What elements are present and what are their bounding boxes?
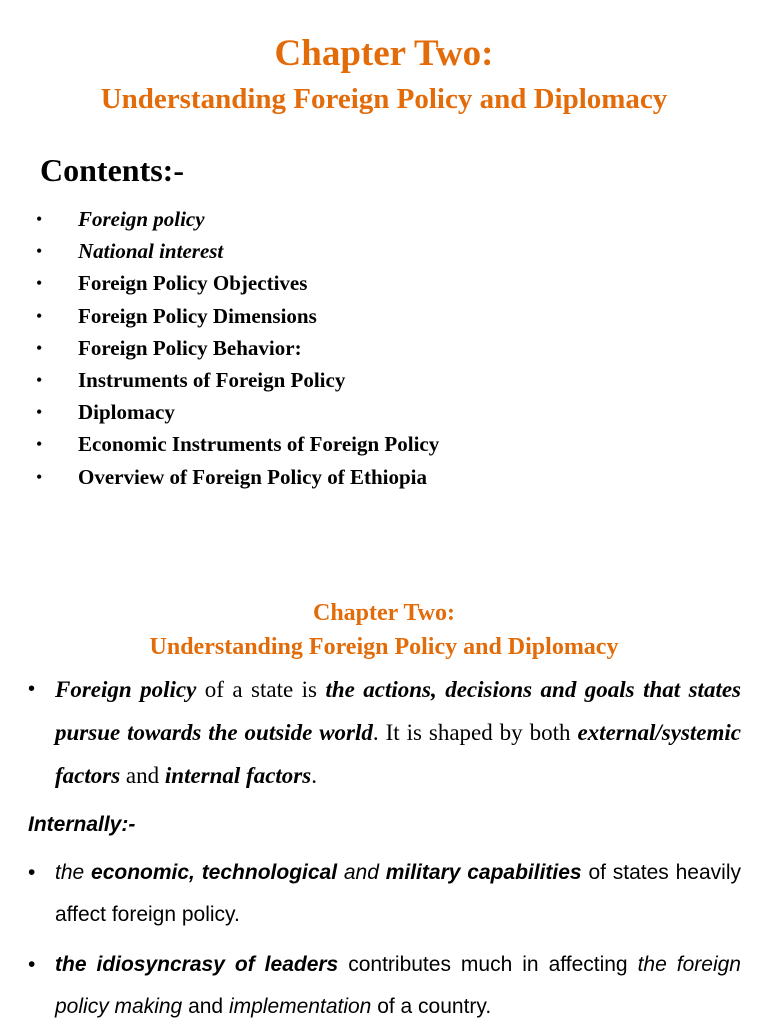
text-run: of a country. (371, 995, 492, 1018)
text-run: the actions, decisions and goals that states pursue towards the outside world (55, 677, 741, 745)
bullet-glyph: • (36, 337, 43, 358)
bullet-glyph: • (28, 953, 36, 976)
bullet-capabilities (28, 852, 741, 936)
slide-title-line1: Chapter Two: (312, 600, 455, 626)
text-run: of a state is (196, 677, 326, 702)
slide-title: Chapter Two: (274, 33, 494, 74)
bullet-glyph: • (28, 678, 36, 700)
contents-item-label: Foreign Policy Dimensions (78, 303, 317, 328)
contents-item-label: Foreign Policy Behavior: (78, 335, 302, 360)
text-run: and (337, 861, 386, 884)
contents-heading: Contents:- (40, 152, 184, 188)
text-run: . It is shaped by both (372, 720, 578, 745)
contents-item-label: Foreign policy (78, 207, 205, 231)
contents-item-label: National interest (78, 239, 224, 264)
text-run: and (182, 995, 229, 1018)
text-run: the foreign policy making (55, 953, 741, 1018)
bullet-text (55, 852, 741, 936)
contents-item-label: Foreign Policy Objectives (78, 271, 308, 296)
text-run: external/systemic factors (55, 720, 741, 788)
slide-title (0, 596, 768, 664)
bullet-definition (28, 668, 741, 797)
bullet-glyph: • (36, 305, 43, 326)
contents-item-label: Overview of Foreign Policy of Ethiopia (78, 464, 427, 489)
text-run: contributes much in affecting (338, 953, 638, 976)
bullet-text (55, 668, 741, 797)
bullet-glyph: • (36, 273, 43, 294)
bullet-glyph: • (36, 209, 43, 229)
internally-label: Internally:- (28, 813, 136, 836)
contents-item-label: Instruments of Foreign Policy (78, 367, 346, 392)
text-run: military capabilities (385, 861, 582, 884)
text-run: the idiosyncrasy of leaders (55, 953, 339, 976)
slide-title-line2: Understanding Foreign Policy and Diplomacy (149, 634, 619, 660)
bullet-glyph: • (36, 241, 43, 262)
bullet-glyph: • (28, 861, 36, 884)
text-run: internal factors (164, 763, 312, 788)
bullet-glyph: • (36, 434, 43, 455)
bullet-glyph: • (36, 369, 43, 390)
slide-foreign-policy (0, 560, 768, 1024)
bullet-glyph: • (36, 466, 43, 487)
contents-item-label: Economic Instruments of Foreign Policy (78, 432, 440, 457)
text-run: of states heavily affect foreign policy. (55, 861, 741, 926)
text-run: . (311, 763, 317, 788)
bullet-text (55, 944, 741, 1028)
bullet-leaders (28, 944, 741, 1028)
text-run: and (120, 763, 165, 788)
bullet-glyph: • (36, 402, 43, 423)
text-run: Foreign policy (55, 677, 197, 702)
contents-item-label: Diplomacy (78, 400, 175, 425)
slide-subtitle: Understanding Foreign Policy and Diplomacy (100, 83, 668, 115)
text-run: economic, technological (91, 861, 338, 884)
text-run: implementation (228, 995, 372, 1018)
text-run: the (55, 861, 92, 884)
